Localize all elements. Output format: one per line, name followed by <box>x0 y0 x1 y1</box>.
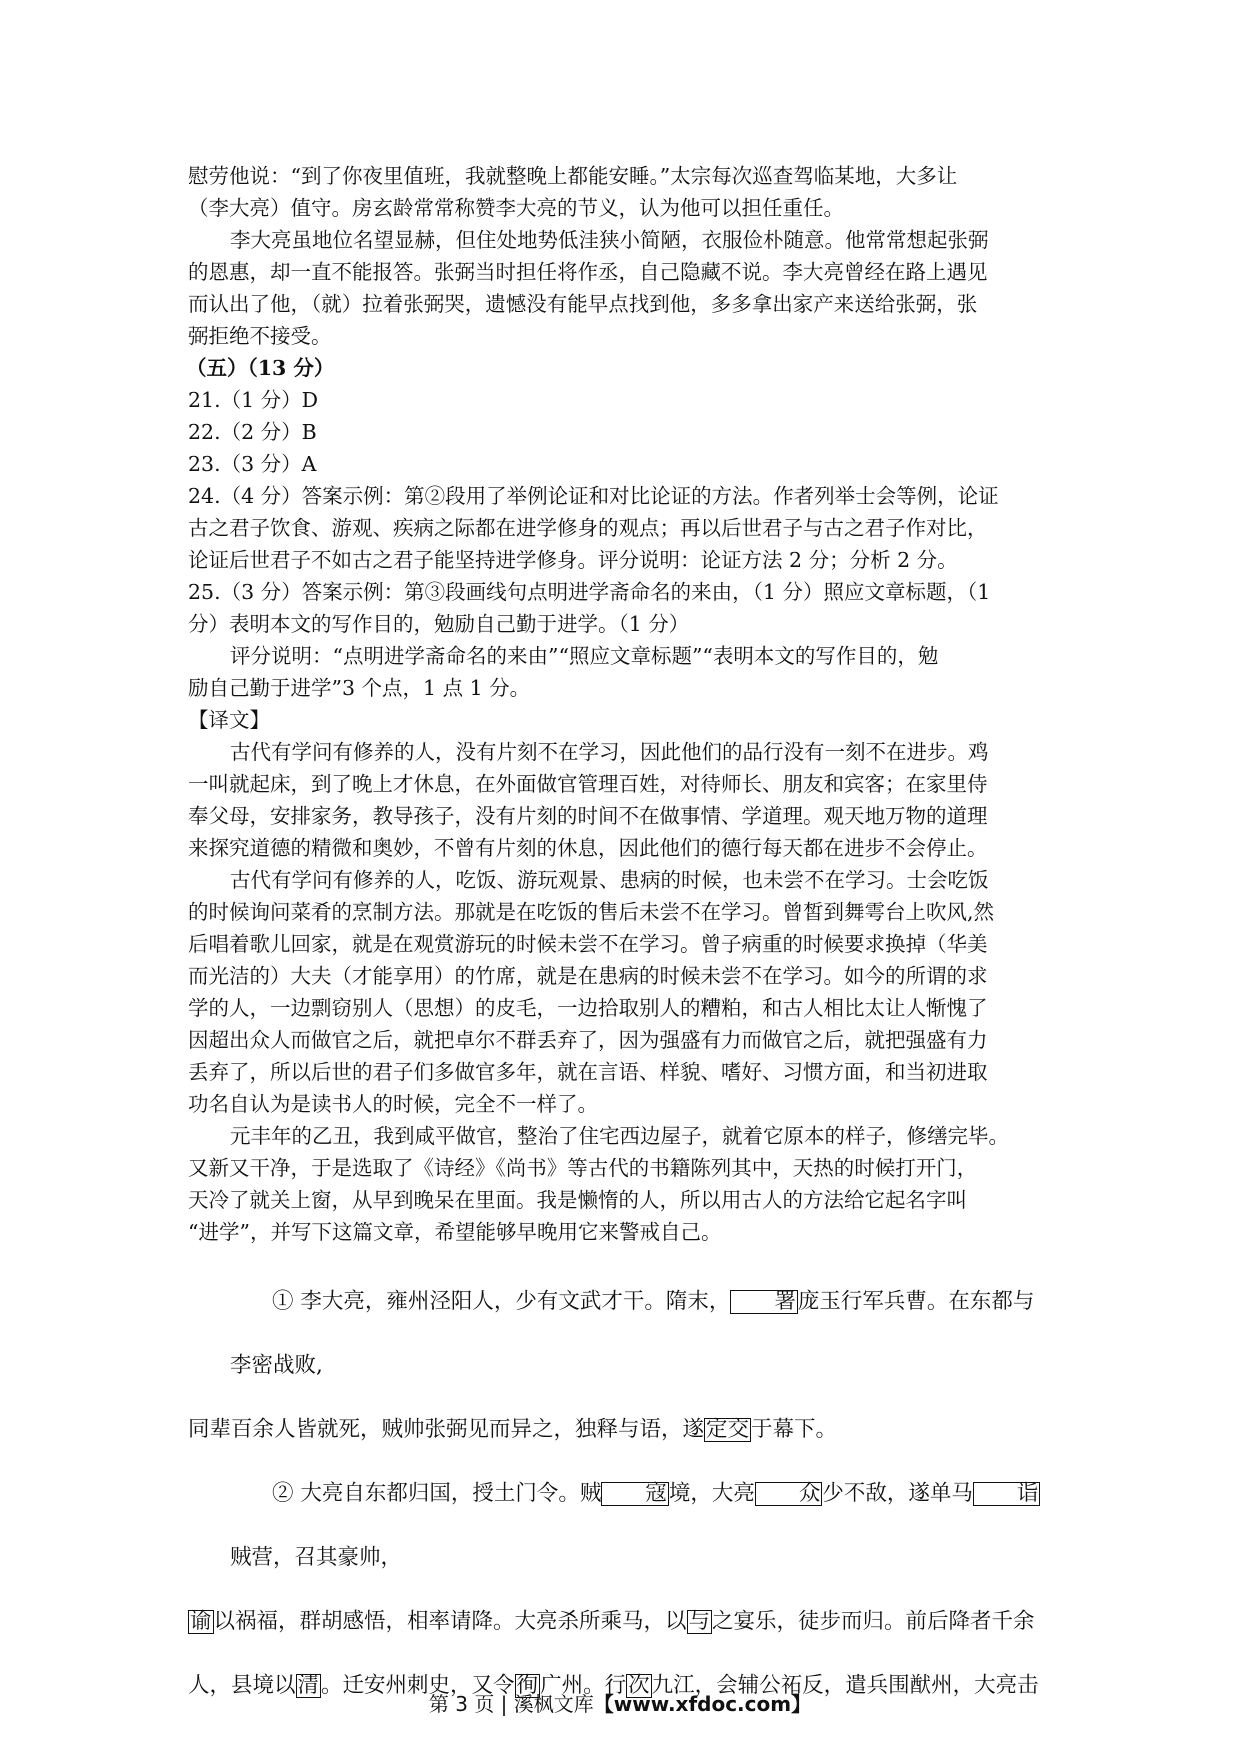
translation-line: 因超出众人而做官之后，就把卓尔不群丢弃了，因为强盛有力而做官之后，就把强盛有力 <box>188 1028 988 1052</box>
translation-label: 【译文】 <box>188 708 270 732</box>
site-link[interactable]: 【www.xfdoc.com】 <box>593 1692 812 1716</box>
translation-line: 天冷了就关上窗，从早到晚呆在里面。我是懒惰的人，所以用古人的方法给它起名字叫 <box>188 1188 967 1212</box>
boxed-character: 徇 <box>516 1673 539 1698</box>
translation-line: 奉父母，安排家务，教导孩子，没有片刻的时间不在做事情、学道理。观天地万物的道理 <box>188 804 988 828</box>
answer-line: 24.（4 分）答案示例：第②段用了举例论证和对比论证的方法。作者列举士会等例，论证 <box>188 484 999 508</box>
translation-line: 丢弃了，所以后世的君子们多做官多年，就在言语、样貌、嗜好、习惯方面，和当初进取 <box>188 1060 988 1084</box>
boxed-character: 署 <box>730 1290 798 1314</box>
boxed-character: 寇 <box>601 1482 669 1506</box>
text-line: 弼拒绝不接受。 <box>188 324 332 348</box>
answer-line: 25.（3 分）答案示例：第③段画线句点明进学斋命名的来由，（1 分）照应文章标题，（1 <box>188 580 991 604</box>
translation-line: 一叫就起床，到了晚上才休息，在外面做官管理百姓，对待师长、朋友和宾客；在家里侍 <box>188 772 988 796</box>
answer-line: 21.（1 分）D <box>188 388 319 412</box>
classical-paragraph-1 <box>188 1270 1054 1462</box>
boxed-character: 次 <box>628 1673 650 1698</box>
translation-line: “进学”，并写下这篇文章，希望能够早晚用它来警戒自己。 <box>188 1220 722 1244</box>
boxed-character: 诣 <box>973 1482 1041 1506</box>
translation-line: 来探究道德的精微和奥妙，不曾有片刻的休息，因此他们的德行每天都在进步不会停止。 <box>188 836 988 860</box>
text-line: 的恩惠，却一直不能报答。张弼当时担任将作丞，自己隐藏不说。李大亮曾经在路上遇见 <box>188 260 988 284</box>
translation-line: 元丰年的乙丑，我到咸平做官，整治了住宅西边屋子，就着它原本的样子，修缮完毕。 <box>230 1124 1009 1148</box>
text-line: （李大亮）值守。房玄龄常常称赞李大亮的节义，认为他可以担任重任。 <box>188 196 844 220</box>
classical-line: 谕以祸福，群胡感悟，相率请降。大亮杀所乘马，以与之宴乐，徒步而归。前后降者千余 <box>190 1609 1035 1634</box>
answer-line: 分）表明本文的写作目的，勉励自己勤于进学。（1 分） <box>188 612 690 636</box>
boxed-character: 与 <box>688 1609 711 1634</box>
answer-line: 23.（3 分）A <box>188 452 317 476</box>
classical-line: 同辈百余人皆就死，贼帅张弼见而异之，独释与语，遂定交于幕下。 <box>188 1417 838 1442</box>
boxed-character: 清 <box>297 1673 320 1698</box>
translation-line: 而光洁的）大夫（才能享用）的竹席，就是在患病的时候未尝不在学习。如今的所谓的求 <box>188 964 988 988</box>
translation-line: 的时候询问菜肴的烹制方法。那就是在吃饭的售后未尝不在学习。曾皙到舞雩台上吹风,然 <box>188 900 995 924</box>
translation-line: 古代有学问有修养的人，吃饭、游玩观景、患病的时候，也未尝不在学习。士会吃饭 <box>230 868 989 892</box>
classical-line: ① 李大亮，雍州泾阳人，少有文武才干。隋末， 署庞玉行军兵曹。在东都与李密战败, <box>230 1289 1035 1378</box>
answer-line: 论证后世君子不如古之君子能坚持进学修身。评分说明：论证方法 2 分；分析 2 分。 <box>188 548 958 572</box>
classical-line: ② 大亮自东都归国，授土门令。贼 寇境，大亮 众少不敌，遂单马 诣贼营，召其豪帅， <box>230 1481 1039 1570</box>
translation-line: 学的人，一边剽窃别人（思想）的皮毛，一边拾取别人的糟粕，和古人相比太让人惭愧了 <box>188 996 988 1020</box>
document-body <box>188 160 1054 1718</box>
classical-line: 人，县境以清。迁安州刺史，又令徇广州。行次九江，会辅公祏反，遣兵围猷州，大亮击 <box>188 1673 1039 1698</box>
boxed-character: 定交 <box>706 1417 750 1442</box>
page-number-label: 第 3 页 | 溪枫文库 <box>428 1692 594 1716</box>
scoring-note-line: 评分说明：“点明进学斋命名的来由”“照应文章标题”“表明本文的写作目的，勉 <box>230 644 939 668</box>
answer-line: 22.（2 分）B <box>188 420 317 444</box>
page-footer <box>0 1688 1240 1717</box>
boxed-character: 众 <box>755 1482 823 1506</box>
text-line: 慰劳他说：“到了你夜里值班，我就整晚上都能安睡。”太宗每次巡查驾临某地，大多让 <box>188 164 958 188</box>
boxed-character: 谕 <box>190 1609 212 1634</box>
translation-line: 又新又干净，于是选取了《诗经》《尚书》等古代的书籍陈列其中，天热的时候打开门， <box>188 1156 978 1180</box>
section-heading: （五）（13 分） <box>186 356 335 380</box>
classical-paragraph-2 <box>188 1462 1054 1718</box>
text-line: 李大亮虽地位名望显赫，但住处地势低洼狭小简陋，衣服俭朴随意。他常常想起张弼 <box>230 228 989 252</box>
translation-line: 功名自认为是读书人的时候，完全不一样了。 <box>188 1092 598 1116</box>
scoring-note-line: 励自己勤于进学”3 个点，1 点 1 分。 <box>188 676 531 700</box>
text-line: 而认出了他，（就）拉着张弼哭，遗憾没有能早点找到他，多多拿出家产来送给张弼，张 <box>188 292 978 316</box>
translation-line: 后唱着歌儿回家，就是在观赏游玩的时候未尝不在学习。曾子病重的时候要求换掉（华美 <box>188 932 988 956</box>
translation-line: 古代有学问有修养的人，没有片刻不在学习，因此他们的品行没有一刻不在进步。鸡 <box>230 740 989 764</box>
answer-line: 古之君子饮食、游观、疾病之际都在进学修身的观点；再以后世君子与古之君子作对比， <box>188 516 988 540</box>
